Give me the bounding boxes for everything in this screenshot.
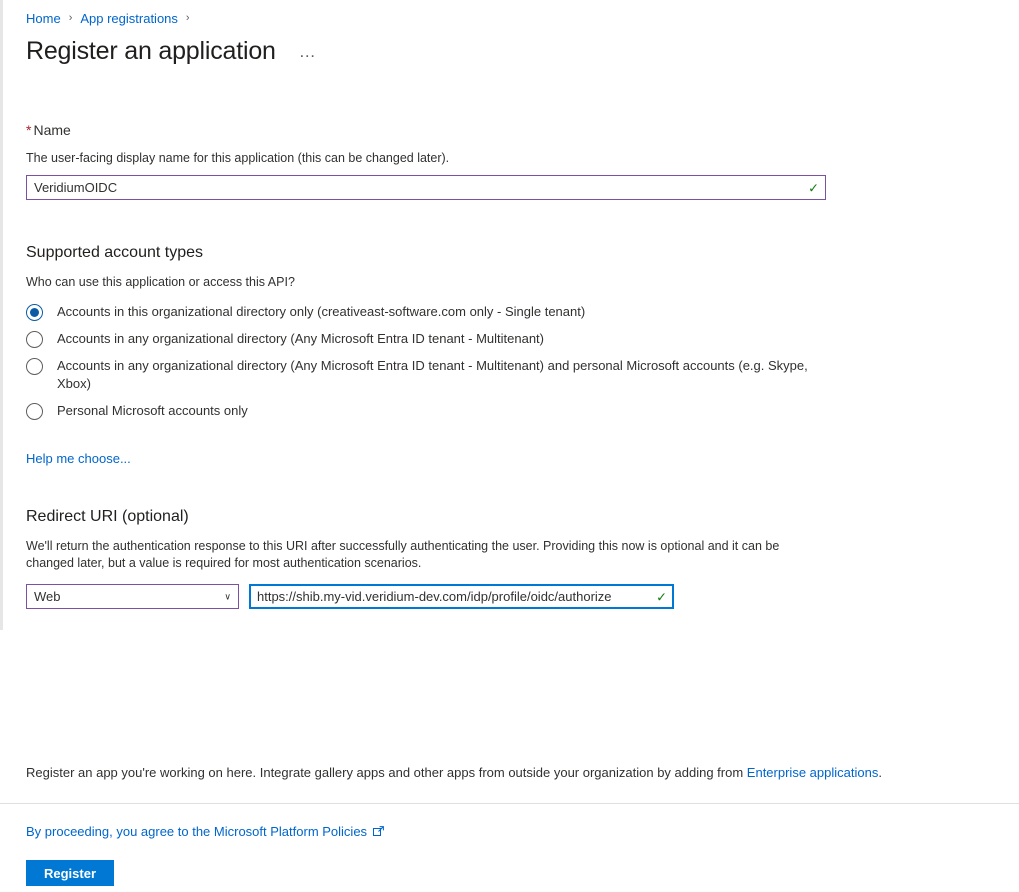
enterprise-applications-link[interactable]: Enterprise applications	[746, 765, 879, 780]
valid-check-icon: ✓	[808, 180, 819, 195]
platform-select-value: Web	[34, 589, 61, 604]
radio-label-multitenant-personal: Accounts in any organizational directory (Any Microsoft Entra ID tenant - Multitenant) and personal Microsoft accounts (e.g. Skype, Xbox)	[57, 358, 808, 391]
account-types-title: Supported account types	[26, 244, 204, 261]
name-section	[26, 122, 999, 200]
redirect-uri-section	[26, 508, 999, 609]
footer-note	[26, 765, 882, 780]
radio-icon-personal-only[interactable]	[26, 403, 43, 420]
radio-label-multitenant: Accounts in any organizational directory (Any Microsoft Entra ID tenant - Multitenant)	[57, 331, 544, 346]
redirect-uri-input[interactable]	[249, 584, 674, 609]
radio-option-personal-only[interactable]	[26, 402, 999, 420]
breadcrumb	[26, 8, 999, 28]
supported-account-types-section	[26, 244, 999, 466]
radio-icon-multitenant[interactable]	[26, 331, 43, 348]
breadcrumb-item-home[interactable]: Home	[26, 10, 61, 26]
radio-option-single-tenant[interactable]	[26, 303, 999, 321]
name-input[interactable]	[26, 175, 826, 200]
page-title: Register an application	[26, 37, 276, 65]
chevron-down-icon: ∨	[224, 591, 231, 601]
platform-policies-link[interactable]: By proceeding, you agree to the Microsoft Platform Policies	[26, 824, 368, 839]
name-field-label	[26, 122, 999, 138]
scrollbar-thumb[interactable]	[0, 0, 3, 630]
redirect-uri-row	[26, 584, 999, 609]
redirect-uri-textbox[interactable]	[249, 584, 674, 609]
radio-label-personal-only: Personal Microsoft accounts only	[57, 403, 248, 418]
platform-select[interactable]	[26, 584, 239, 609]
footer-bar	[0, 803, 1019, 892]
name-label-text: Name	[33, 122, 71, 138]
radio-icon-single-tenant[interactable]	[26, 304, 43, 321]
radio-option-multitenant-personal[interactable]	[26, 357, 999, 393]
breadcrumb-separator-icon-2: ›	[185, 12, 190, 24]
more-actions-icon[interactable]: …	[298, 41, 316, 61]
external-link-icon	[373, 826, 384, 837]
footer-note-prefix: Register an app you're working on here. Integrate gallery apps and other apps from outside your organization by adding from	[26, 765, 747, 780]
radio-label-single-tenant: Accounts in this organizational directory only (creativeast-software.com only - Single tenant)	[57, 304, 586, 319]
register-button[interactable]: Register	[26, 860, 114, 886]
account-types-radio-group[interactable]	[26, 303, 999, 420]
required-marker: *	[26, 122, 32, 138]
title-row	[26, 37, 999, 66]
footer-note-suffix: .	[878, 765, 882, 780]
page-scroll-strip[interactable]	[0, 0, 5, 891]
name-description: The user-facing display name for this application (this can be changed later).	[26, 151, 450, 165]
name-textbox[interactable]	[26, 175, 826, 200]
radio-icon-multitenant-personal[interactable]	[26, 358, 43, 375]
radio-option-multitenant[interactable]	[26, 330, 999, 348]
account-types-question: Who can use this application or access this API?	[26, 275, 295, 289]
redirect-uri-title: Redirect URI (optional)	[26, 508, 189, 525]
breadcrumb-item-app-registrations[interactable]: App registrations	[80, 10, 178, 26]
policy-line	[26, 824, 384, 839]
help-me-choose-link[interactable]: Help me choose...	[26, 451, 131, 466]
breadcrumb-separator-icon: ›	[68, 12, 73, 24]
redirect-uri-description: We'll return the authentication response to this URI after successfully authenticating the user. Providing this now is optional and it can be changed later, but a value is required for most authentication scenarios.	[26, 539, 780, 570]
valid-check-icon-uri: ✓	[656, 589, 667, 604]
